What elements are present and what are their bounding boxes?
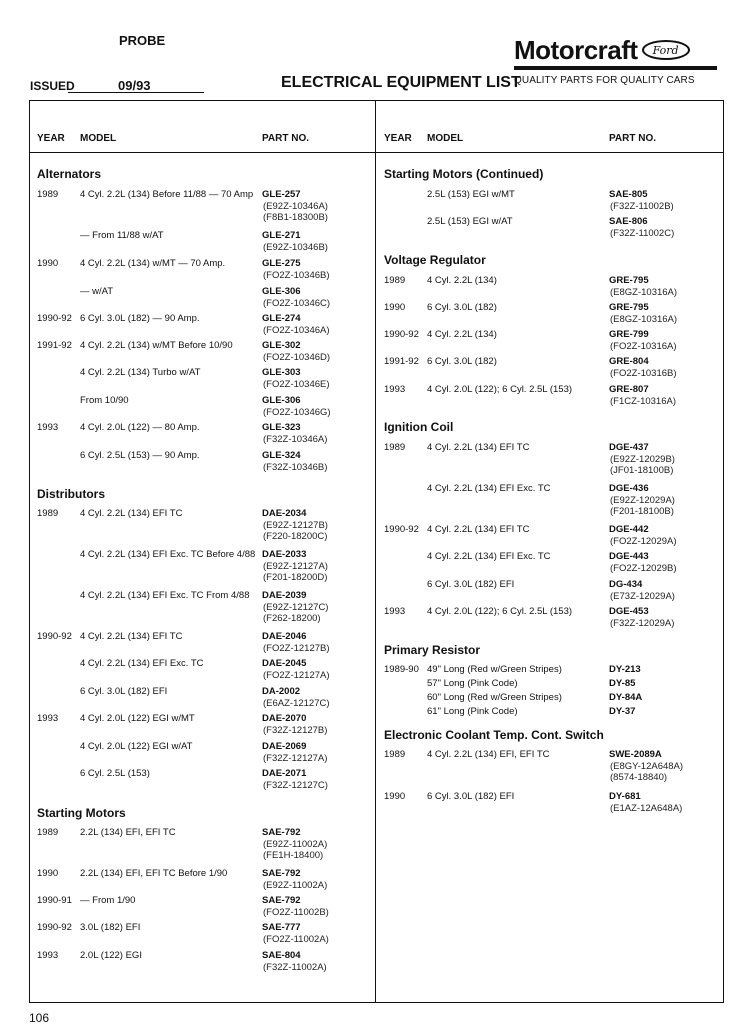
section-title: Alternators — [37, 167, 102, 181]
motorcraft-logo — [514, 36, 717, 86]
row-model: 2.5L (153) EGI w/MT — [427, 189, 515, 200]
row-service-number: (FO2Z-10346B) — [263, 269, 330, 281]
row-part-number: GRE-804 — [609, 356, 649, 367]
row-service-number: (FO2Z-10346A) — [263, 324, 330, 336]
row-service-number: (F32Z-12127B) — [263, 724, 328, 736]
row-part-number: SAE-792 — [262, 868, 301, 879]
row-service-number: (FO2Z-11002B) — [263, 906, 329, 918]
row-part-number: DY-37 — [609, 706, 636, 717]
row-service-number: (F1CZ-10316A) — [610, 395, 676, 407]
brand-underline — [514, 66, 717, 70]
row-year: 1989 — [384, 442, 406, 453]
row-service-number: (8574-18840) — [610, 772, 668, 783]
row-model: 4 Cyl. 2.2L (134) w/MT — 70 Amp. — [80, 258, 226, 269]
row-part-number: SAE-804 — [262, 950, 301, 961]
row-part-number: GLE-306 — [262, 395, 301, 406]
row-service-number: (JF01-18100B) — [610, 465, 674, 476]
row-service-number: (F32Z-10346B) — [263, 461, 328, 473]
section-title: Ignition Coil — [384, 420, 454, 434]
row-service-number: (FO2Z-10346E) — [263, 378, 330, 390]
row-year: 1990 — [384, 302, 406, 313]
row-part-number: DGE-437 — [609, 442, 649, 453]
row-part-number: DAE-2045 — [262, 658, 307, 669]
row-model: 4 Cyl. 2.2L (134) EFI, EFI TC — [427, 749, 550, 760]
row-part-number: GLE-257 — [262, 189, 301, 200]
col-header-year: YEAR — [37, 133, 65, 144]
row-part-number: GRE-795 — [609, 302, 649, 313]
row-model: 4 Cyl. 2.0L (122); 6 Cyl. 2.5L (153) — [427, 606, 573, 617]
row-part-number: DGE-453 — [609, 606, 649, 617]
col-header-part: PART NO. — [609, 133, 657, 144]
row-year: 1990-92 — [37, 922, 72, 933]
row-service-number: (E92Z-10346A) — [263, 200, 328, 212]
section-title: Distributors — [37, 487, 106, 501]
col-header-part: PART NO. — [262, 133, 310, 144]
row-year: 1989 — [384, 275, 406, 286]
row-model: 6 Cyl. 2.5L (153) — [80, 768, 150, 779]
row-year: 1989 — [384, 749, 406, 760]
row-service-number: (F32Z-11002B) — [610, 200, 674, 212]
row-part-number: GLE-323 — [262, 422, 301, 433]
row-model: 4 Cyl. 2.2L (134) EFI Exc. TC — [80, 658, 204, 669]
row-model: — From 1/90 — [80, 895, 136, 906]
section-title: Electronic Coolant Temp. Cont. Switch — [384, 728, 604, 742]
row-part-number: GRE-799 — [609, 329, 649, 340]
row-service-number: (FO2Z-12127B) — [263, 642, 330, 654]
row-model: 6 Cyl. 2.5L (153) — 90 Amp. — [80, 450, 200, 461]
row-year: 1989 — [37, 189, 59, 200]
row-part-number: DY-213 — [609, 664, 641, 675]
row-service-number: (F220-18200C) — [263, 531, 328, 542]
row-model: 6 Cyl. 3.0L (182) — [427, 302, 497, 313]
row-model: 6 Cyl. 3.0L (182) EFI — [80, 686, 168, 697]
vehicle-name: PROBE — [119, 33, 166, 48]
row-model: 2.2L (134) EFI, EFI TC Before 1/90 — [80, 868, 228, 879]
row-service-number: (F201-18100B) — [610, 506, 674, 517]
row-service-number: (FO2Z-12029A) — [610, 535, 677, 547]
row-part-number: GLE-271 — [262, 230, 301, 241]
row-part-number: SAE-806 — [609, 216, 648, 227]
row-model: 4 Cyl. 2.2L (134) Turbo w/AT — [80, 367, 201, 378]
row-service-number: (F32Z-10346A) — [263, 433, 328, 445]
row-model: 4 Cyl. 2.0L (122) — 80 Amp. — [80, 422, 200, 433]
row-service-number: (FO2Z-10346C) — [263, 297, 331, 309]
row-year: 1989 — [37, 508, 59, 519]
row-service-number: (FO2Z-10346D) — [263, 351, 331, 363]
row-service-number: (E8GY-12A648A) — [610, 760, 684, 772]
section-title: Voltage Regulator — [384, 253, 486, 267]
row-model: 4 Cyl. 2.0L (122) EGI w/AT — [80, 741, 193, 752]
row-model: 6 Cyl. 3.0L (182) — 90 Amp. — [80, 313, 200, 324]
row-year: 1993 — [384, 606, 406, 617]
row-service-number: (F8B1-18300B) — [263, 212, 328, 223]
row-model: 4 Cyl. 2.2L (134) EFI Exc. TC — [427, 551, 551, 562]
row-part-number: GRE-795 — [609, 275, 649, 286]
page-number: 106 — [29, 1011, 50, 1025]
row-part-number: DAE-2033 — [262, 549, 307, 560]
row-part-number: DY-84A — [609, 692, 643, 703]
col-header-model: MODEL — [80, 133, 117, 144]
row-service-number: (E73Z-12029A) — [610, 590, 675, 602]
row-part-number: GLE-274 — [262, 313, 301, 324]
row-part-number: GLE-306 — [262, 286, 301, 297]
row-service-number: (FO2Z-11002A) — [263, 933, 329, 945]
row-part-number: DG-434 — [609, 579, 643, 590]
row-model: 4 Cyl. 2.2L (134) EFI Exc. TC — [427, 483, 551, 494]
row-part-number: DGE-436 — [609, 483, 649, 494]
row-year: 1990-91 — [37, 895, 72, 906]
row-model: 2.5L (153) EGI w/AT — [427, 216, 513, 227]
row-service-number: (E92Z-12029A) — [610, 494, 675, 506]
row-year: 1990 — [37, 868, 59, 879]
row-service-number: (F32Z-11002A) — [263, 961, 327, 973]
row-year: 1990-92 — [37, 313, 72, 324]
row-model: 4 Cyl. 2.2L (134) EFI Exc. TC From 4/88 — [80, 590, 250, 601]
row-part-number: DAE-2069 — [262, 741, 307, 752]
row-part-number: DAE-2070 — [262, 713, 307, 724]
row-service-number: (FO2Z-12029B) — [610, 562, 677, 574]
row-part-number: DAE-2034 — [262, 508, 307, 519]
row-part-number: GLE-302 — [262, 340, 301, 351]
row-year: 1993 — [37, 713, 59, 724]
section-title: Primary Resistor — [384, 643, 481, 657]
row-service-number: (E92Z-12029B) — [610, 453, 675, 465]
row-part-number: DGE-443 — [609, 551, 649, 562]
row-year: 1993 — [37, 422, 59, 433]
row-model: 6 Cyl. 3.0L (182) EFI — [427, 579, 515, 590]
row-part-number: GLE-303 — [262, 367, 301, 378]
row-year: 1990-92 — [37, 631, 72, 642]
row-service-number: (E92Z-11002A) — [263, 838, 328, 850]
row-model: 3.0L (182) EFI — [80, 922, 141, 933]
row-service-number: (E8GZ-10316A) — [610, 286, 678, 298]
row-model: 4 Cyl. 2.0L (122); 6 Cyl. 2.5L (153) — [427, 384, 573, 395]
row-service-number: (F201-18200D) — [263, 572, 328, 583]
row-service-number: (E92Z-10346B) — [263, 241, 328, 253]
row-service-number: (F32Z-12029A) — [610, 617, 675, 629]
row-service-number: (FO2Z-12127A) — [263, 669, 330, 681]
ford-oval-icon: Ford — [642, 40, 690, 60]
brand-name: Motorcraft — [514, 35, 638, 65]
row-year: 1993 — [37, 950, 59, 961]
row-model: 4 Cyl. 2.2L (134) EFI TC — [80, 631, 183, 642]
row-service-number: (F262-18200) — [263, 613, 321, 624]
row-part-number: SAE-792 — [262, 827, 301, 838]
row-model: 4 Cyl. 2.2L (134) w/MT Before 10/90 — [80, 340, 233, 351]
section-title: Starting Motors (Continued) — [384, 167, 544, 181]
row-service-number: (E92Z-12127A) — [263, 560, 328, 572]
row-year: 1990-92 — [384, 524, 419, 535]
row-model: 57" Long (Pink Code) — [427, 678, 518, 689]
section-title: Starting Motors — [37, 806, 126, 820]
row-service-number: (F32Z-12127C) — [263, 779, 328, 791]
row-service-number: (FO2Z-10346G) — [263, 406, 331, 418]
row-model: — From 11/88 w/AT — [80, 230, 164, 241]
header-divider — [29, 152, 724, 153]
row-model: From 10/90 — [80, 395, 129, 406]
row-service-number: (FO2Z-10316A) — [610, 340, 677, 352]
row-service-number: (E6AZ-12127C) — [263, 697, 330, 709]
row-model: 61" Long (Pink Code) — [427, 706, 518, 717]
row-service-number: (F32Z-11002C) — [610, 227, 675, 239]
row-part-number: GLE-275 — [262, 258, 301, 269]
brand-tagline: QUALITY PARTS FOR QUALITY CARS — [514, 75, 695, 86]
row-year: 1989 — [37, 827, 59, 838]
row-part-number: GLE-324 — [262, 450, 301, 461]
row-service-number: (E92Z-12127B) — [263, 519, 328, 531]
row-year: 1991-92 — [37, 340, 72, 351]
row-model: 2.0L (122) EGI — [80, 950, 142, 961]
row-part-number: GRE-807 — [609, 384, 649, 395]
row-part-number: DAE-2046 — [262, 631, 307, 642]
row-model: 6 Cyl. 3.0L (182) — [427, 356, 497, 367]
row-model: 4 Cyl. 2.2L (134) — [427, 275, 497, 286]
row-part-number: SAE-805 — [609, 189, 648, 200]
row-model: — w/AT — [80, 286, 114, 297]
row-part-number: DGE-442 — [609, 524, 649, 535]
row-service-number: (FO2Z-10316B) — [610, 367, 677, 379]
row-part-number: DAE-2039 — [262, 590, 307, 601]
issued-label: ISSUED — [30, 79, 75, 93]
row-year: 1990 — [37, 258, 59, 269]
row-year: 1989-90 — [384, 664, 419, 675]
row-model: 4 Cyl. 2.2L (134) EFI TC — [427, 524, 530, 535]
row-model: 2.2L (134) EFI, EFI TC — [80, 827, 176, 838]
col-header-model: MODEL — [427, 133, 464, 144]
row-year: 1990 — [384, 791, 406, 802]
row-service-number: (E8GZ-10316A) — [610, 313, 678, 325]
row-model: 4 Cyl. 2.2L (134) — [427, 329, 497, 340]
row-part-number: DAE-2071 — [262, 768, 307, 779]
row-model: 49" Long (Red w/Green Stripes) — [427, 664, 562, 675]
row-part-number: DA-2002 — [262, 686, 301, 697]
row-model: 4 Cyl. 2.2L (134) EFI TC — [80, 508, 183, 519]
issued-date: 09/93 — [118, 78, 151, 93]
row-model: 4 Cyl. 2.2L (134) EFI Exc. TC Before 4/88 — [80, 549, 256, 560]
row-year: 1990-92 — [384, 329, 419, 340]
row-model: 4 Cyl. 2.2L (134) Before 11/88 — 70 Amp — [80, 189, 254, 200]
document-title: ELECTRICAL EQUIPMENT LIST — [281, 74, 521, 91]
row-model: 60" Long (Red w/Green Stripes) — [427, 692, 562, 703]
row-model: 4 Cyl. 2.2L (134) EFI TC — [427, 442, 530, 453]
row-year: 1991-92 — [384, 356, 419, 367]
column-divider — [375, 100, 376, 1003]
row-year: 1993 — [384, 384, 406, 395]
row-service-number: (E92Z-11002A) — [263, 879, 328, 891]
row-service-number: (E92Z-12127C) — [263, 601, 329, 613]
row-service-number: (F32Z-12127A) — [263, 752, 328, 764]
row-part-number: SAE-777 — [262, 922, 301, 933]
row-model: 4 Cyl. 2.0L (122) EGI w/MT — [80, 713, 195, 724]
row-model: 6 Cyl. 3.0L (182) EFI — [427, 791, 515, 802]
row-part-number: DY-85 — [609, 678, 636, 689]
row-part-number: DY-681 — [609, 791, 641, 802]
row-part-number: SAE-792 — [262, 895, 301, 906]
col-header-year: YEAR — [384, 133, 412, 144]
row-service-number: (E1AZ-12A648A) — [610, 802, 683, 814]
row-service-number: (FE1H-18400) — [263, 850, 324, 861]
row-part-number: SWE-2089A — [609, 749, 662, 760]
